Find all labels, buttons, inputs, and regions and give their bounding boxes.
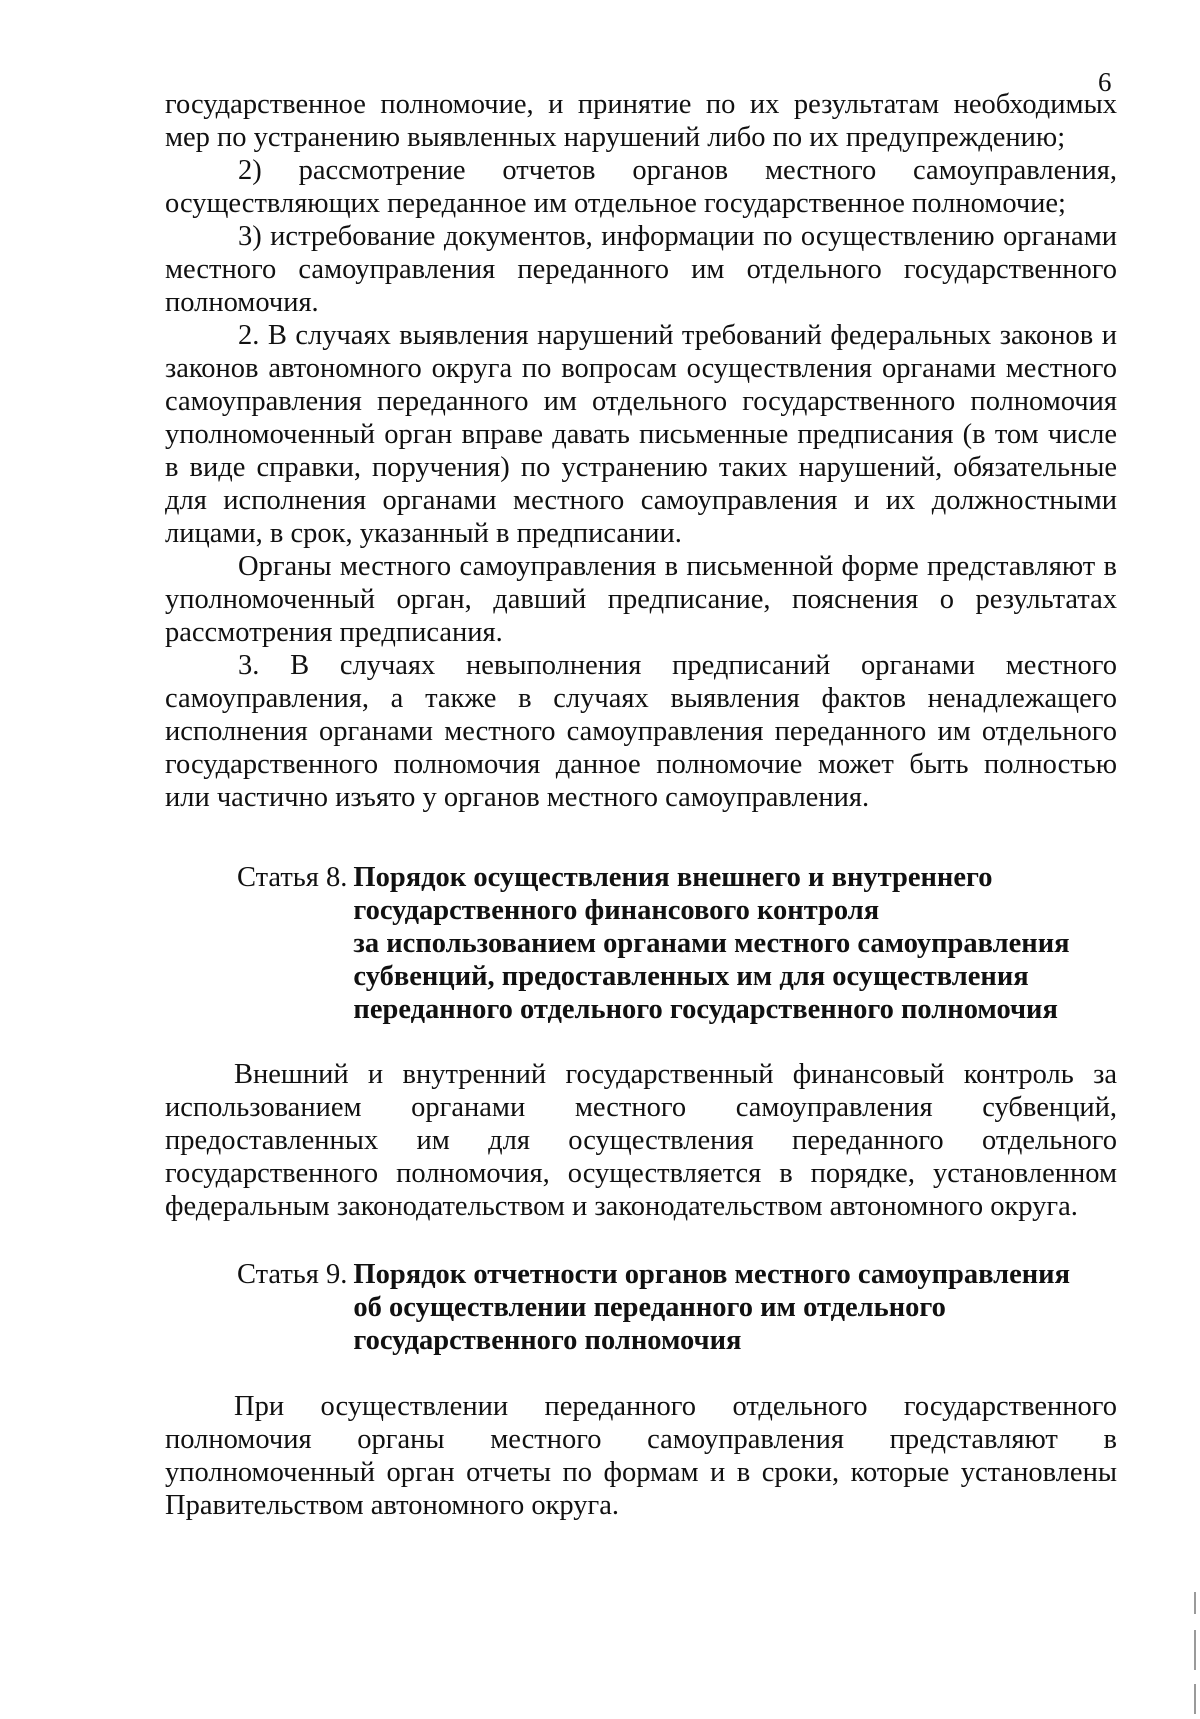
article-9-paragraph: При осуществлении переданного отдельного государственного полномочия органы местного самоуправления представляют в уполномоченный орган отчеты по формам и в сроки, которые установлены Правительством автономного округа. [165, 1391, 1117, 1521]
article-9-title-line: об осуществлении переданного им отдельного [353, 1292, 946, 1323]
article-7-continuation [165, 88, 1117, 814]
paragraph-continuation: государственное полномочие, и принятие по их результатам необходимых мер по устранению выявленных нарушений либо по их предупреждению; [165, 89, 1117, 153]
article-9-title [353, 1258, 1070, 1357]
article-8-title [353, 861, 1069, 1026]
page-number: 6 [1098, 67, 1112, 97]
article-9-label: Статья 9. [237, 1259, 348, 1290]
paragraph-point-2: 2. В случаях выявления нарушений требований федеральных законов и законов автономного округа по вопросам осуществления органами местного самоуправления переданного им отдельного государственного полномочия уполномоченный орган вправе давать письменные предписания (в том числе в виде справки, поручения) по устранению таких нарушений, обязательные для исполнения органами местного самоуправления и их должностными лицами, в срок, указанный в предписании. [165, 320, 1117, 549]
scan-edge-mark [1194, 1592, 1196, 1614]
article-8-title-line: государственного финансового контроля [353, 895, 880, 926]
paragraph-point-3: 3. В случаях невыполнения предписаний органами местного самоуправления, а также в случаях выявления фактов ненадлежащего исполнения органами местного самоуправления переданного им отдельного государственного полномочия данное полномочие может быть полностью или частично изъято у органов местного самоуправления. [165, 650, 1117, 813]
paragraph-point-2-followup: Органы местного самоуправления в письменной форме представляют в уполномоченный орган, давший предписание, пояснения о результатах рассмотрения предписания. [165, 551, 1117, 648]
article-9-title-line: Порядок отчетности органов местного самоуправления [353, 1259, 1071, 1290]
article-8-title-line: переданного отдельного государственного полномочия [353, 994, 1058, 1025]
article-8-title-line: субвенций, предоставленных им для осуществления [353, 961, 1029, 992]
article-8-paragraph: Внешний и внутренний государственный финансовый контроль за использованием органами местного самоуправления субвенций, предоставленных им для осуществления переданного отдельного государственного полномочия, осуществляется в порядке, установленном федеральным законодательством и законодательством автономного округа. [165, 1059, 1117, 1222]
article-8-title-line: за использованием органами местного самоуправления [353, 928, 1070, 959]
article-8-title-line: Порядок осуществления внешнего и внутреннего [353, 862, 993, 893]
scan-edge-mark [1194, 1630, 1196, 1670]
article-8-label: Статья 8. [237, 862, 348, 893]
article-8-body [165, 1058, 1117, 1223]
article-8-heading [237, 861, 1117, 1026]
article-9-title-line: государственного полномочия [353, 1325, 742, 1356]
article-9-body [165, 1390, 1117, 1522]
paragraph-item-2: 2) рассмотрение отчетов органов местного самоуправления, осуществляющих переданное им отдельное государственное полномочие; [165, 155, 1117, 219]
paragraph-item-3: 3) истребование документов, информации по осуществлению органами местного самоуправления переданного им отдельного государственного полномочия. [165, 221, 1117, 318]
scan-edge-mark [1194, 1684, 1196, 1714]
article-9-heading [237, 1258, 1117, 1357]
